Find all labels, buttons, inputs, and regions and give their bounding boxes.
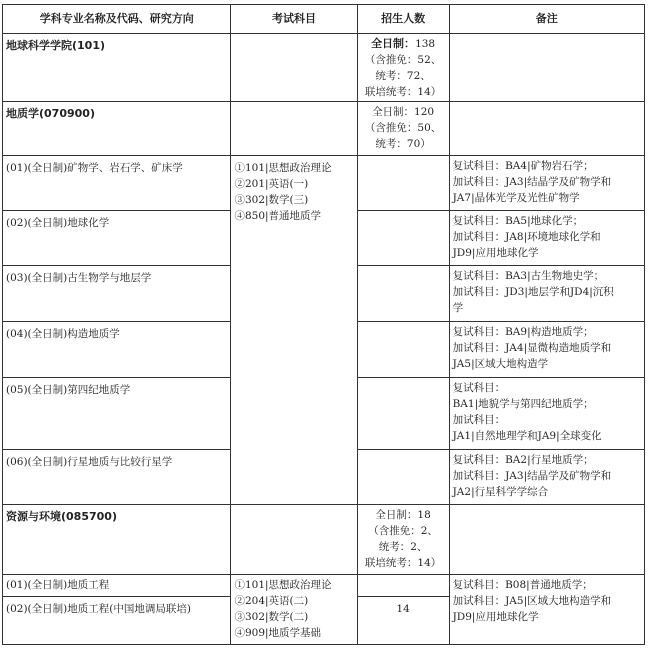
major-row-geology [3,102,645,156]
direction-notes: 复试科目：BA2|行星地质学； 加试科目：JA3|结晶学及矿物学和 JA2|行星科学学综合 [449,450,644,505]
school-quota: 全日制：138 （含推免：52、 统考：72、 联培统考：14） [357,34,449,102]
direction-quota: 14 [357,597,449,645]
major-name: 地质学(070900) [3,102,231,156]
admissions-table [2,4,645,645]
direction-name: (05)(全日制)第四纪地质学 [3,378,231,450]
header-major: 学科专业名称及代码、研究方向 [3,5,231,34]
exam-subjects: ①101|思想政治理论 ②201|英语(一) ③302|数学(三) ④850|普通地质学 [231,156,357,505]
direction-notes: 复试科目：BA4|矿物岩石学； 加试科目：JA3|结晶学及矿物学和 JA7|晶体光学及光性矿物学 [449,156,644,211]
header-notes: 备注 [449,5,644,34]
direction-name: (02)(全日制)地球化学 [3,211,231,266]
header-row [3,5,645,34]
major-row-resources [3,505,645,575]
direction-name: (03)(全日制)古生物学与地层学 [3,266,231,322]
school-row [3,34,645,102]
direction-name: (04)(全日制)构造地质学 [3,322,231,378]
direction-notes: 复试科目：BA3|古生物地史学； 加试科目：JD3|地层学和JD4|沉积 学 [449,266,644,322]
direction-notes: 复试科目： BA1|地貌学与第四纪地质学； 加试科目： JA1|自然地理学和JA9|全球变化 [449,378,644,450]
major-name: 资源与环境(085700) [3,505,231,575]
direction-name: (06)(全日制)行星地质与比较行星学 [3,450,231,505]
header-exams: 考试科目 [231,5,357,34]
direction-row [3,156,645,211]
direction-name: (01)(全日制)矿物学、岩石学、矿床学 [3,156,231,211]
exam-subjects: ①101|思想政治理论 ②204|英语(二) ③302|数学(二) ④909|地质学基础 [231,575,357,645]
direction-notes: 复试科目：BA9|构造地质学； 加试科目：JA4|显微构造地质学和 JA5|区域大地构造学 [449,322,644,378]
direction-name: (02)(全日制)地质工程(中国地调局联培) [3,597,231,645]
direction-notes: 复试科目：BA5|地球化学； 加试科目：JA8|环境地球化学和 JD9|应用地球化学 [449,211,644,266]
school-name: 地球科学学院(101) [3,34,231,102]
header-quota: 招生人数 [357,5,449,34]
direction-row [3,575,645,597]
major-quota: 全日制：18 （含推免：2、 统考：2、 联培统考：14） [357,505,449,575]
direction-notes: 复试科目：B08|普通地质学； 加试科目：JA5|区域大地构造学和 JD9|应用地球化学 [449,575,644,645]
direction-name: (01)(全日制)地质工程 [3,575,231,597]
major-quota: 全日制：120 （含推免：50、 统考：70） [357,102,449,156]
